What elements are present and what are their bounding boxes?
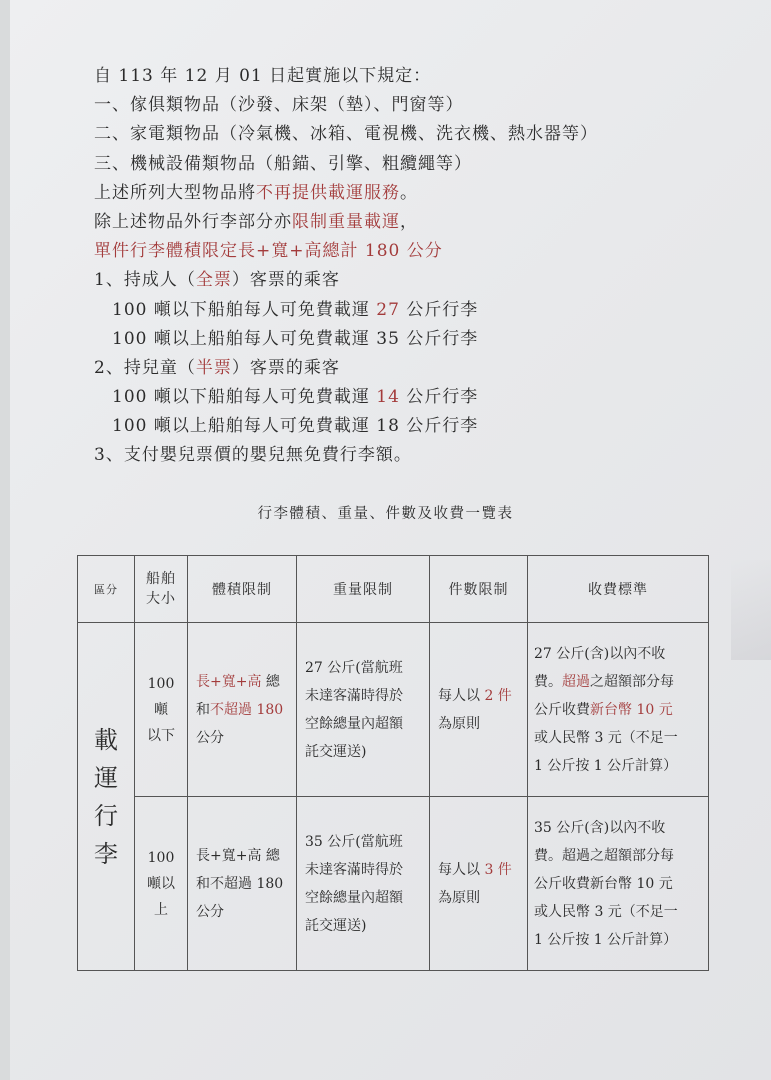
header-ship-size: [135, 556, 188, 623]
rule-no-service: [94, 179, 744, 208]
child-heading: [94, 354, 744, 383]
highlight-text: 不超過 180: [210, 701, 284, 718]
highlight-text: 半票: [195, 357, 232, 378]
text: 公分: [196, 729, 224, 746]
volume-cell: [188, 623, 297, 797]
text: 託交運送): [305, 743, 367, 760]
infant-rule: 3、支付嬰兒票價的嬰兒無免費行李額。: [94, 445, 412, 466]
text: 未達客滿時得於: [305, 687, 403, 704]
text: 每人以: [438, 687, 485, 704]
text: 之超額部分每: [590, 673, 674, 690]
text: 上述所列大型物品將: [94, 182, 256, 203]
pieces-cell: [430, 623, 528, 797]
highlight-text: 全票: [195, 270, 232, 291]
text: 噸以: [147, 875, 175, 892]
text: 100: [147, 849, 175, 866]
text: 費。: [534, 673, 562, 690]
highlight-text: 14: [376, 387, 400, 408]
text: 船舶: [146, 571, 176, 587]
child-over-100: 100 噸以上船舶每人可免費載運 18 公斤行李: [112, 416, 479, 437]
weight-cell: [297, 623, 430, 797]
text: 每人以: [438, 861, 485, 878]
text: 公斤收費: [534, 701, 590, 718]
text: ）客票的乘客: [231, 270, 340, 291]
rule-size-limit: 單件行李體積限定長+寬+高總計 180 公分: [94, 241, 443, 262]
text: 或人民幣 3 元（不足一: [534, 903, 678, 920]
highlight-text: 長+寬+高: [196, 673, 262, 690]
header-category: 區分: [78, 556, 135, 623]
header-volume: 體積限制: [188, 556, 297, 623]
text: 1、持成人（: [94, 270, 196, 291]
header-fee: 收費標準: [528, 556, 709, 623]
adult-under-100: [94, 296, 744, 325]
text: [196, 668, 290, 696]
effective-date-line: 自 113 年 12 月 01 日起實施以下規定：: [94, 66, 432, 86]
highlight-text: 3 件: [484, 861, 512, 878]
paper-fold-shadow: [731, 560, 771, 660]
text: 100: [147, 675, 175, 692]
text: 為原則: [438, 889, 480, 906]
text: 。: [400, 182, 418, 203]
text: [438, 682, 521, 710]
text: 27 公斤(含)以內不收: [534, 645, 666, 662]
rule-furniture: 一、傢俱類物品（沙發、床架（墊）、門窗等）: [94, 95, 464, 116]
text: [534, 668, 704, 696]
category-char: 李: [94, 839, 118, 868]
text: 公斤行李: [399, 299, 479, 320]
ship-size-cell: [135, 797, 188, 971]
category-char: 載: [94, 725, 118, 754]
text: 或人民幣 3 元（不足一: [534, 729, 678, 746]
text: 27 公斤(當航班: [305, 659, 403, 676]
highlight-text: 不再提供載運服務: [256, 182, 400, 203]
text: 100 噸以下船舶每人可免費載運: [112, 387, 377, 408]
text: [196, 696, 290, 724]
category-cell: [78, 623, 135, 971]
category-char: 行: [94, 801, 118, 830]
text: 託交運送): [305, 917, 367, 934]
highlight-text: 27: [376, 299, 400, 320]
table-header-row: [78, 556, 709, 623]
ship-size-cell: [135, 623, 188, 797]
text: 公斤行李: [399, 387, 479, 408]
child-under-100: [94, 383, 744, 412]
text: 費。超過之超額部分每: [534, 847, 674, 864]
highlight-text: 新台幣 10 元: [590, 701, 673, 718]
text: 大小: [146, 591, 176, 607]
text: 100 噸以下船舶每人可免費載運: [112, 299, 377, 320]
adult-heading: [94, 266, 744, 295]
text: 未達客滿時得於: [305, 861, 403, 878]
fee-cell: [528, 797, 709, 971]
text: 除上述物品外行李部分亦: [94, 211, 292, 232]
notice-rules: [94, 62, 744, 471]
highlight-text: 限制重量載運: [292, 211, 400, 232]
table-row: [78, 797, 709, 971]
text: 上: [154, 901, 168, 918]
text: 和: [196, 701, 210, 718]
text: 公斤收費新台幣 10 元: [534, 875, 673, 892]
text: [438, 856, 521, 884]
fee-cell: [528, 623, 709, 797]
highlight-text: 2 件: [484, 687, 512, 704]
volume-cell: [188, 797, 297, 971]
text: 空餘總量內超額: [305, 715, 403, 732]
category-char: 運: [94, 763, 118, 792]
text: 噸: [154, 701, 168, 718]
text: 空餘總量內超額: [305, 889, 403, 906]
table-row: [78, 623, 709, 797]
text: 公分: [196, 903, 224, 920]
rule-weight-limit: [94, 208, 744, 237]
text: 總: [261, 673, 280, 690]
text: 以下: [147, 727, 175, 744]
adult-over-100: 100 噸以上船舶每人可免費載運 35 公斤行李: [112, 328, 479, 349]
text: 和不超過 180: [196, 875, 284, 892]
weight-cell: [297, 797, 430, 971]
text: 35 公斤(含)以內不收: [534, 819, 666, 836]
rule-machinery: 三、機械設備類物品（船錨、引擎、粗纜繩等）: [94, 153, 472, 174]
table-title: 行李體積、重量、件數及收費一覽表: [257, 506, 514, 522]
text: ）客票的乘客: [231, 357, 340, 378]
text: 1 公斤按 1 公斤計算）: [534, 757, 678, 774]
pieces-cell: [430, 797, 528, 971]
text: 為原則: [438, 715, 480, 732]
text: 35 公斤(當航班: [305, 833, 403, 850]
rule-appliances: 二、家電類物品（冷氣機、冰箱、電視機、洗衣機、熱水器等）: [94, 124, 598, 145]
text: 1 公斤按 1 公斤計算）: [534, 931, 678, 948]
luggage-fee-table: [77, 555, 709, 971]
text: [534, 696, 704, 724]
text: ，: [400, 211, 418, 232]
header-weight: 重量限制: [297, 556, 430, 623]
text: 長+寬+高 總: [196, 847, 280, 864]
text: 2、持兒童（: [94, 357, 196, 378]
highlight-text: 超過: [562, 673, 590, 690]
header-pieces: 件數限制: [430, 556, 528, 623]
